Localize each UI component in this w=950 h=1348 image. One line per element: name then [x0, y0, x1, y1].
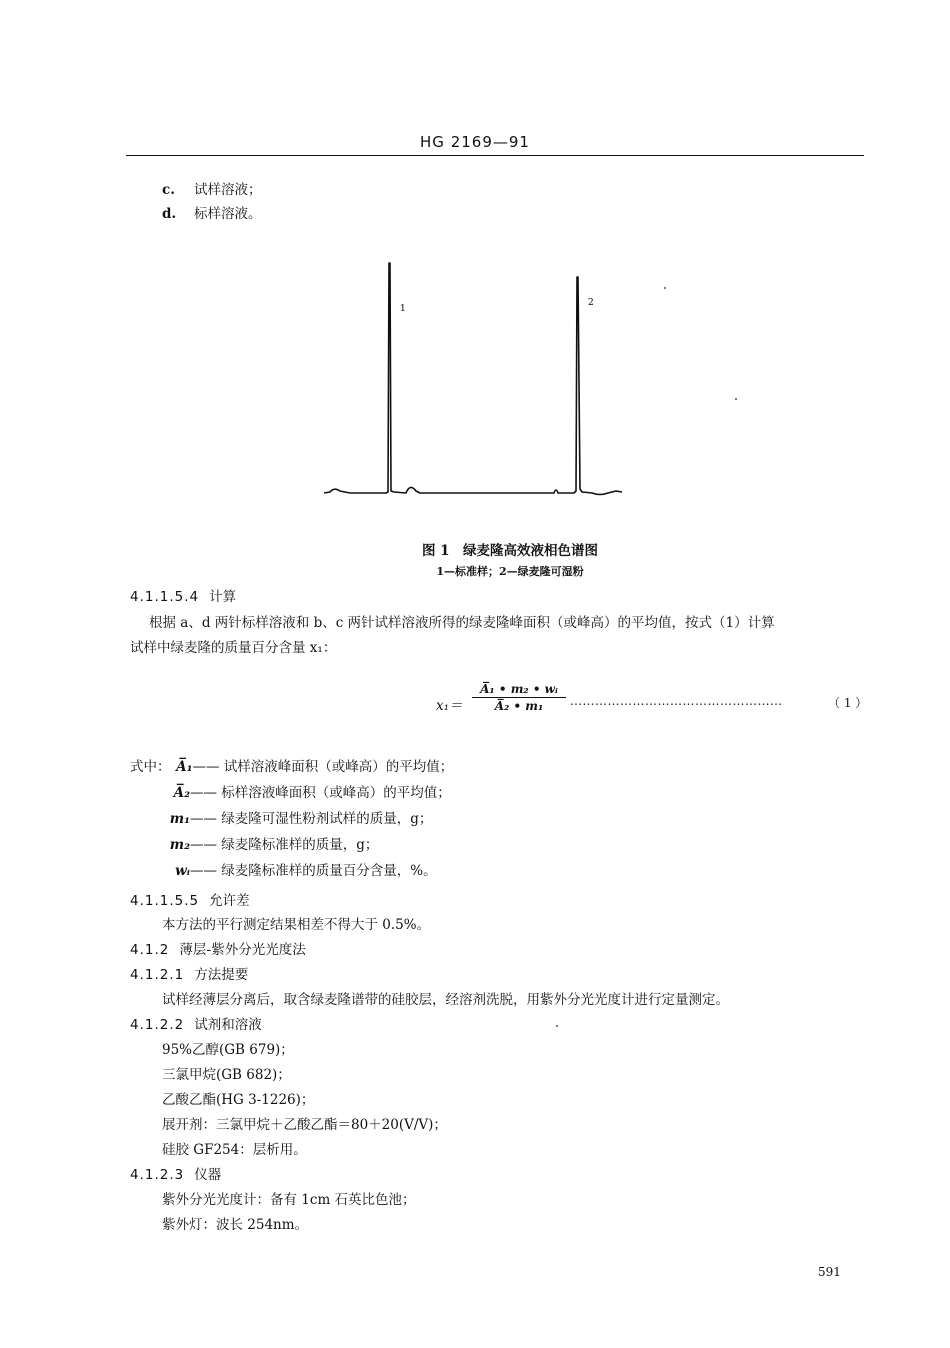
list-item [162, 178, 262, 198]
where-symbol: m₂ [169, 837, 190, 853]
reagent-item: 三氯甲烷(GB 682)； [162, 1067, 291, 1083]
section-heading-4-1-2 [130, 938, 306, 958]
section-title: 薄层-紫外分光光度法 [179, 942, 306, 958]
where-row [130, 859, 453, 885]
where-symbol: A̅₂ [173, 785, 190, 801]
section-number: 4.1.2 [130, 942, 170, 958]
formula-numerator: A̅₁ • m₂ • wᵢ [472, 682, 566, 698]
section-title: 试剂和溶液 [194, 1017, 262, 1033]
where-symbol: wᵢ [175, 863, 190, 879]
section-number: 4.1.1.5.5 [130, 893, 200, 909]
section-heading-4-1-2-3 [130, 1163, 221, 1183]
formula-equation-number: （ 1 ） [828, 696, 868, 710]
where-symbol: m₁ [169, 811, 190, 827]
header-rule [126, 155, 864, 156]
reagent-item: 乙酸乙酯(HG 3-1226)； [162, 1092, 315, 1108]
section-heading-4-1-1-5-5 [130, 889, 250, 909]
reagent-item: 硅胶 GF254：层析用。 [162, 1142, 307, 1158]
section-heading-4-1-2-1 [130, 963, 248, 983]
principle-text: 试样经薄层分离后，取含绿麦隆谱带的硅胶层，经溶剂洗脱，用紫外分光光度计进行定量测定。 [162, 992, 729, 1008]
where-description: —— 绿麦隆标准样的质量百分含量，%。 [190, 863, 437, 879]
section-title: 仪器 [194, 1167, 222, 1183]
where-row [130, 781, 453, 807]
scan-speck [664, 287, 666, 289]
peak-label-1: 1 [400, 304, 406, 314]
instrument-item: 紫外分光光度计：备有 1cm 石英比色池； [162, 1192, 416, 1208]
list-item-letter: d. [162, 206, 177, 222]
list-item-letter: c. [162, 182, 175, 198]
where-description: —— 绿麦隆可湿性粉剂试样的质量，g； [190, 811, 433, 827]
formula-lhs: x₁＝ [436, 698, 463, 714]
page-number: 591 [818, 1265, 841, 1279]
section-heading-4-1-2-2 [130, 1013, 262, 1033]
tolerance-text: 本方法的平行测定结果相差不得大于 0.5%。 [162, 917, 431, 933]
reagent-item: 95%乙醇(GB 679)； [162, 1042, 294, 1058]
figure-legend: 1—标准样；2—绿麦隆可湿粉 [436, 565, 584, 578]
instrument-item: 紫外灯：波长 254nm。 [162, 1217, 309, 1233]
formula-1 [436, 682, 866, 722]
figure-caption: 图 1 绿麦隆高效液相色谱图 [421, 543, 599, 559]
formula-leader-dots: …………………………………………… [570, 694, 783, 708]
calc-paragraph-line-2: 试样中绿麦隆的质量百分含量 x₁： [130, 640, 337, 656]
where-description: —— 绿麦隆标准样的质量，g； [190, 837, 379, 853]
scan-speck [735, 398, 737, 400]
section-number: 4.1.2.2 [130, 1017, 185, 1033]
where-description: —— 标样溶液峰面积（或峰高）的平均值； [190, 785, 451, 801]
chromatogram-figure [320, 255, 630, 505]
where-row [130, 833, 453, 859]
formula-fraction [472, 682, 566, 713]
peak-label-2: 2 [588, 298, 594, 308]
where-prefix: 式中： [130, 759, 171, 775]
reagent-item: 展开剂：三氯甲烷＋乙酸乙酯＝80＋20(V/V)； [162, 1117, 447, 1133]
section-title: 允许差 [209, 893, 250, 909]
section-title: 方法提要 [194, 967, 249, 983]
where-row [130, 807, 453, 833]
calc-paragraph-line-1: 根据 a、d 两针标样溶液和 b、c 两针试样溶液所得的绿麦隆峰面积（或峰高）的平均值，按式（1）计算 [149, 615, 775, 631]
document-header: HG 2169—91 [420, 133, 530, 151]
where-symbol: A̅₁ [176, 759, 193, 775]
section-number: 4.1.2.3 [130, 1167, 185, 1183]
scan-speck [556, 1025, 558, 1027]
list-item-text: 标样溶液。 [194, 206, 262, 222]
where-list [130, 755, 453, 885]
section-title: 计算 [209, 589, 237, 605]
section-heading-4-1-1-5-4 [130, 585, 236, 605]
formula-denominator: A̅₂ • m₁ [494, 699, 544, 713]
where-row [130, 755, 453, 781]
section-number: 4.1.2.1 [130, 967, 185, 983]
where-description: —— 试样溶液峰面积（或峰高）的平均值； [192, 759, 454, 775]
list-item [162, 202, 262, 222]
list-item-text: 试样溶液； [194, 182, 262, 198]
section-number: 4.1.1.5.4 [130, 589, 200, 605]
chromatogram-trace [324, 263, 622, 495]
